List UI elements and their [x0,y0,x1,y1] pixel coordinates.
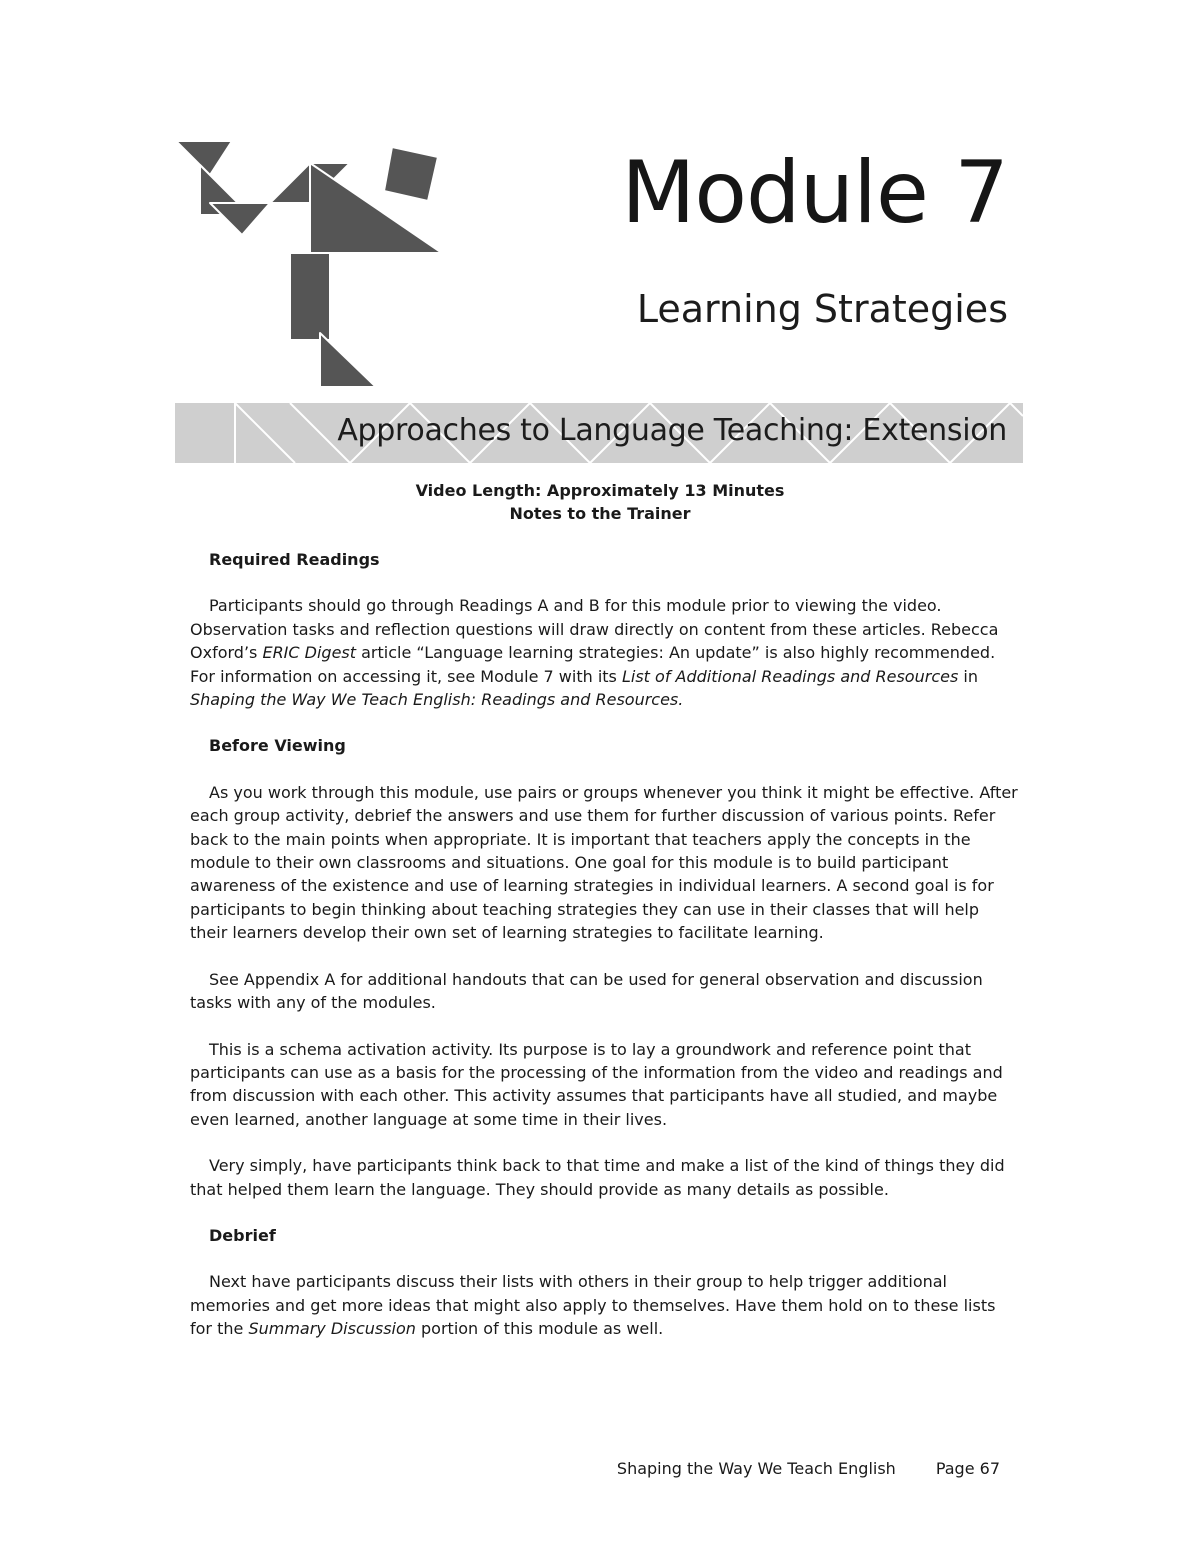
paragraph-required-readings: Participants should go through Readings A and B for this module prior to viewing the video. Observation tasks and reflection questions will draw directly on content from these articles. Rebecca Oxford’s ERIC Digest article “Language learning strategies: An update” is also highly recommended. For information on accessing it, see Module 7 with its List of Additional Readings and Resources in Shaping the Way We Teach English: Readings and Resources. [190,596,999,710]
video-length: Video Length: Approximately 13 Minutes [415,481,785,500]
paragraph-before-viewing-3: This is a schema activation activity. Its purpose is to lay a groundwork and reference point that participants can use as a basis for the processing of the information from the video and readings and from discussion with each other. This activity assumes that participants have all studied, and maybe even learned, another language at some time in their lives. [190,1039,1003,1129]
paragraph-before-viewing-1: As you work through this module, use pairs or groups whenever you think it might be effective. After each group activity, debrief the answers and use them for further discussion of various points. Refer back to the main points when appropriate. It is important that teachers apply the concepts in the module to their own classrooms and situations. One goal for this module is to build participant awareness of the existence and use of learning strategies in individual learners. A second goal is for participants to begin thinking about teaching strategies they can use in their classes that will help their learners develop their own set of learning strategies to facilitate learning. [190,782,1018,943]
notes-heading: Notes to the Trainer [509,504,691,523]
module-subtitle: Learning Strategies [636,287,1008,331]
paragraph-debrief: Next have participants discuss their lists with others in their group to help trigger additional memories and get more ideas that might also apply to themselves. Have them hold on to these lists for the Summary Discussion portion of this module as well. [190,1272,996,1339]
module-title: Module 7 [621,143,1008,243]
page-footer [560,1459,1000,1478]
section-banner [175,403,1023,463]
footer-page-number: Page 67 [935,1459,1000,1478]
paragraph-before-viewing-2: See Appendix A for additional handouts that can be used for general observation and discussion tasks with any of the modules. [190,969,983,1013]
video-meta [300,479,900,525]
tangram-logo-icon [170,135,450,395]
heading-required-readings: Required Readings [209,550,380,569]
main-content [190,548,1020,1364]
paragraph-before-viewing-4: Very simply, have participants think back to that time and make a list of the kind of things they did that helped them learn the language. They should provide as many details as possible. [190,1156,1005,1199]
banner-title: Approaches to Language Teaching: Extension [337,413,1007,448]
heading-debrief: Debrief [209,1225,276,1245]
heading-before-viewing: Before Viewing [209,736,346,756]
footer-book-title: Shaping the Way We Teach English [616,1459,896,1478]
